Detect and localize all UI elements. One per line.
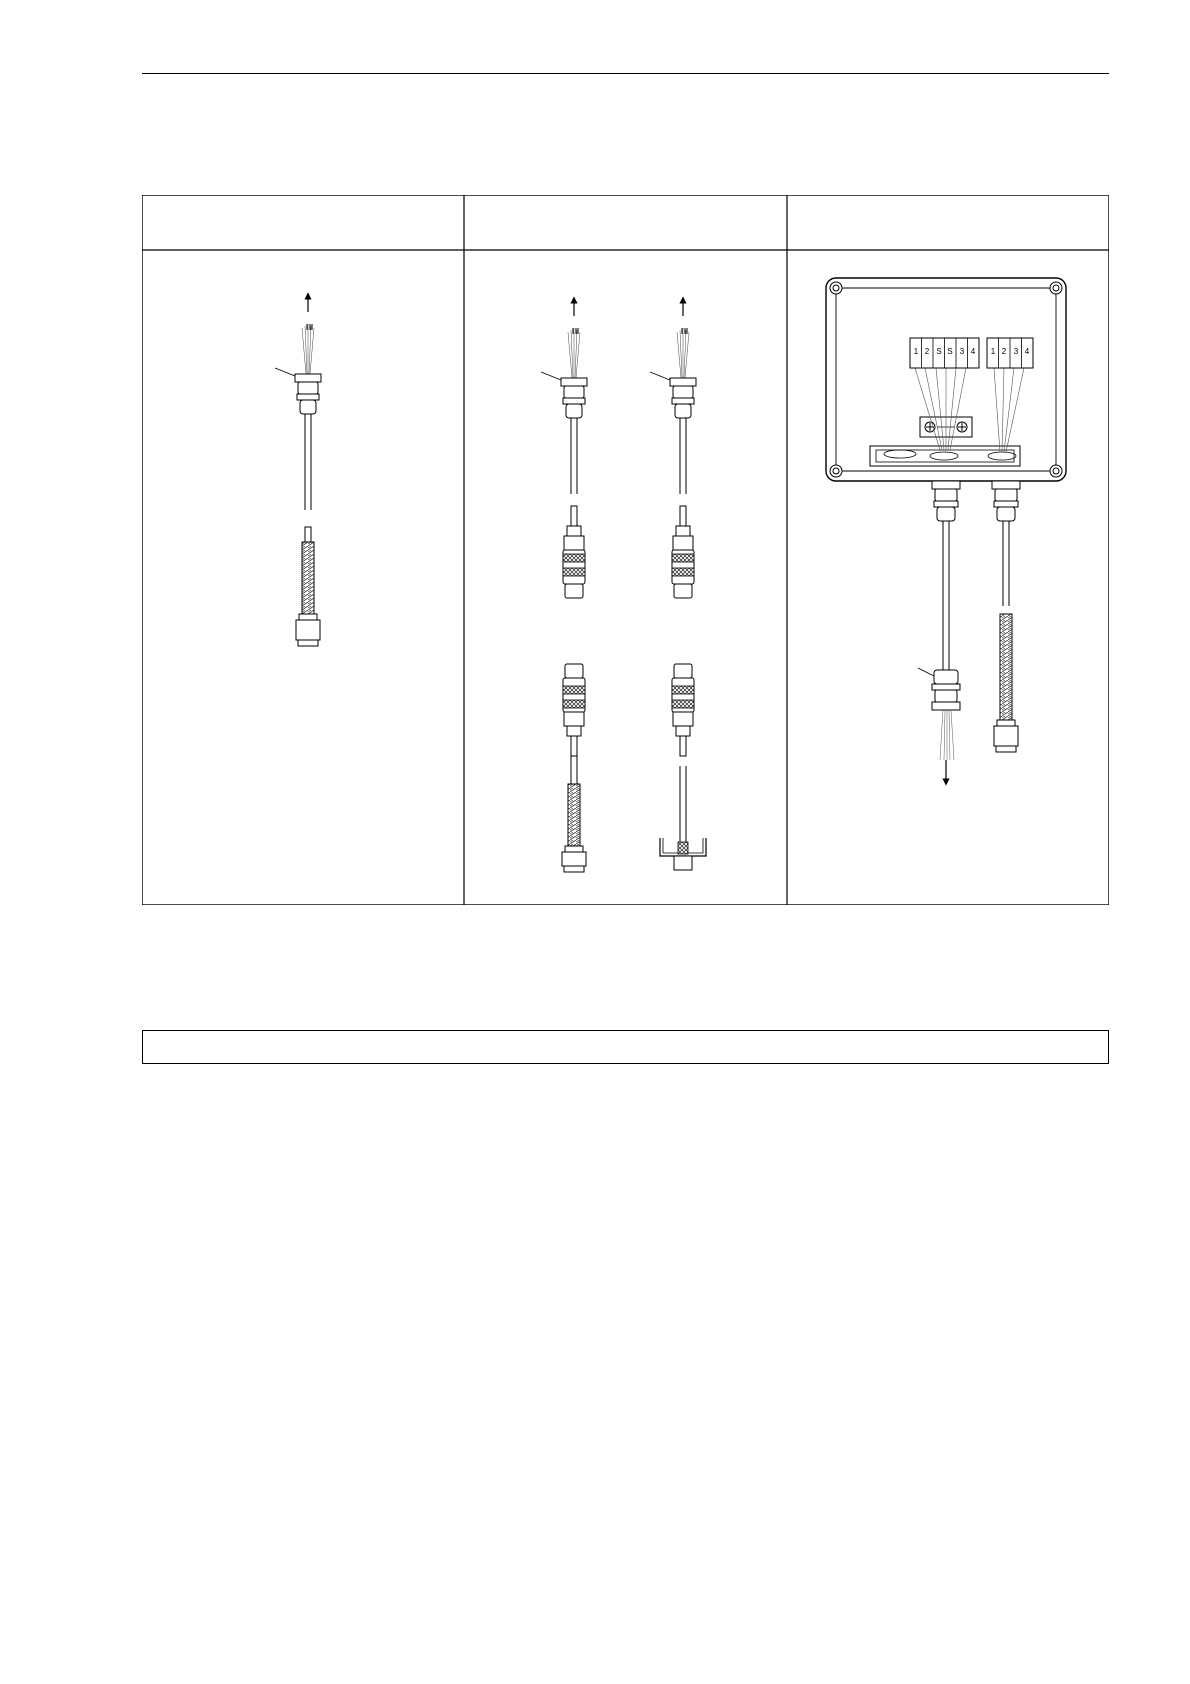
terminal-label: 1 — [913, 347, 919, 356]
junction-box — [826, 278, 1066, 481]
bnc-connector-col2 — [562, 784, 586, 872]
cable-gland-box-right — [992, 481, 1020, 606]
cable-gland-col1 — [275, 296, 321, 510]
cable-gland-col2-left — [541, 300, 587, 494]
socket-connector-lower-right — [672, 664, 694, 842]
cable-gland-col2-right — [650, 300, 696, 494]
terminal-label: 2 — [1001, 347, 1007, 356]
note-box — [142, 1030, 1109, 1064]
plug-connector-upper-right — [672, 506, 694, 598]
terminal-label: S — [947, 347, 953, 356]
connection-diagram — [142, 195, 1109, 905]
bnc-connector-col1 — [296, 527, 320, 646]
terminal-label: 3 — [1013, 347, 1019, 356]
terminal-label: 2 — [924, 347, 930, 356]
header-rule — [142, 73, 1109, 74]
terminal-label: 3 — [959, 347, 965, 356]
plug-connector-upper-left — [563, 506, 585, 598]
terminal-label: S — [936, 347, 942, 356]
terminal-block-right — [987, 338, 1033, 368]
terminal-label: 4 — [970, 347, 976, 356]
terminal-block-left — [910, 338, 979, 368]
sensor-clip-mount — [660, 838, 706, 870]
bnc-connector-col3 — [994, 614, 1018, 752]
cable-gland-sensor-side — [918, 668, 960, 782]
terminal-label: 4 — [1024, 347, 1030, 356]
terminal-label: 1 — [990, 347, 996, 356]
cable-gland-box-left — [932, 481, 960, 670]
